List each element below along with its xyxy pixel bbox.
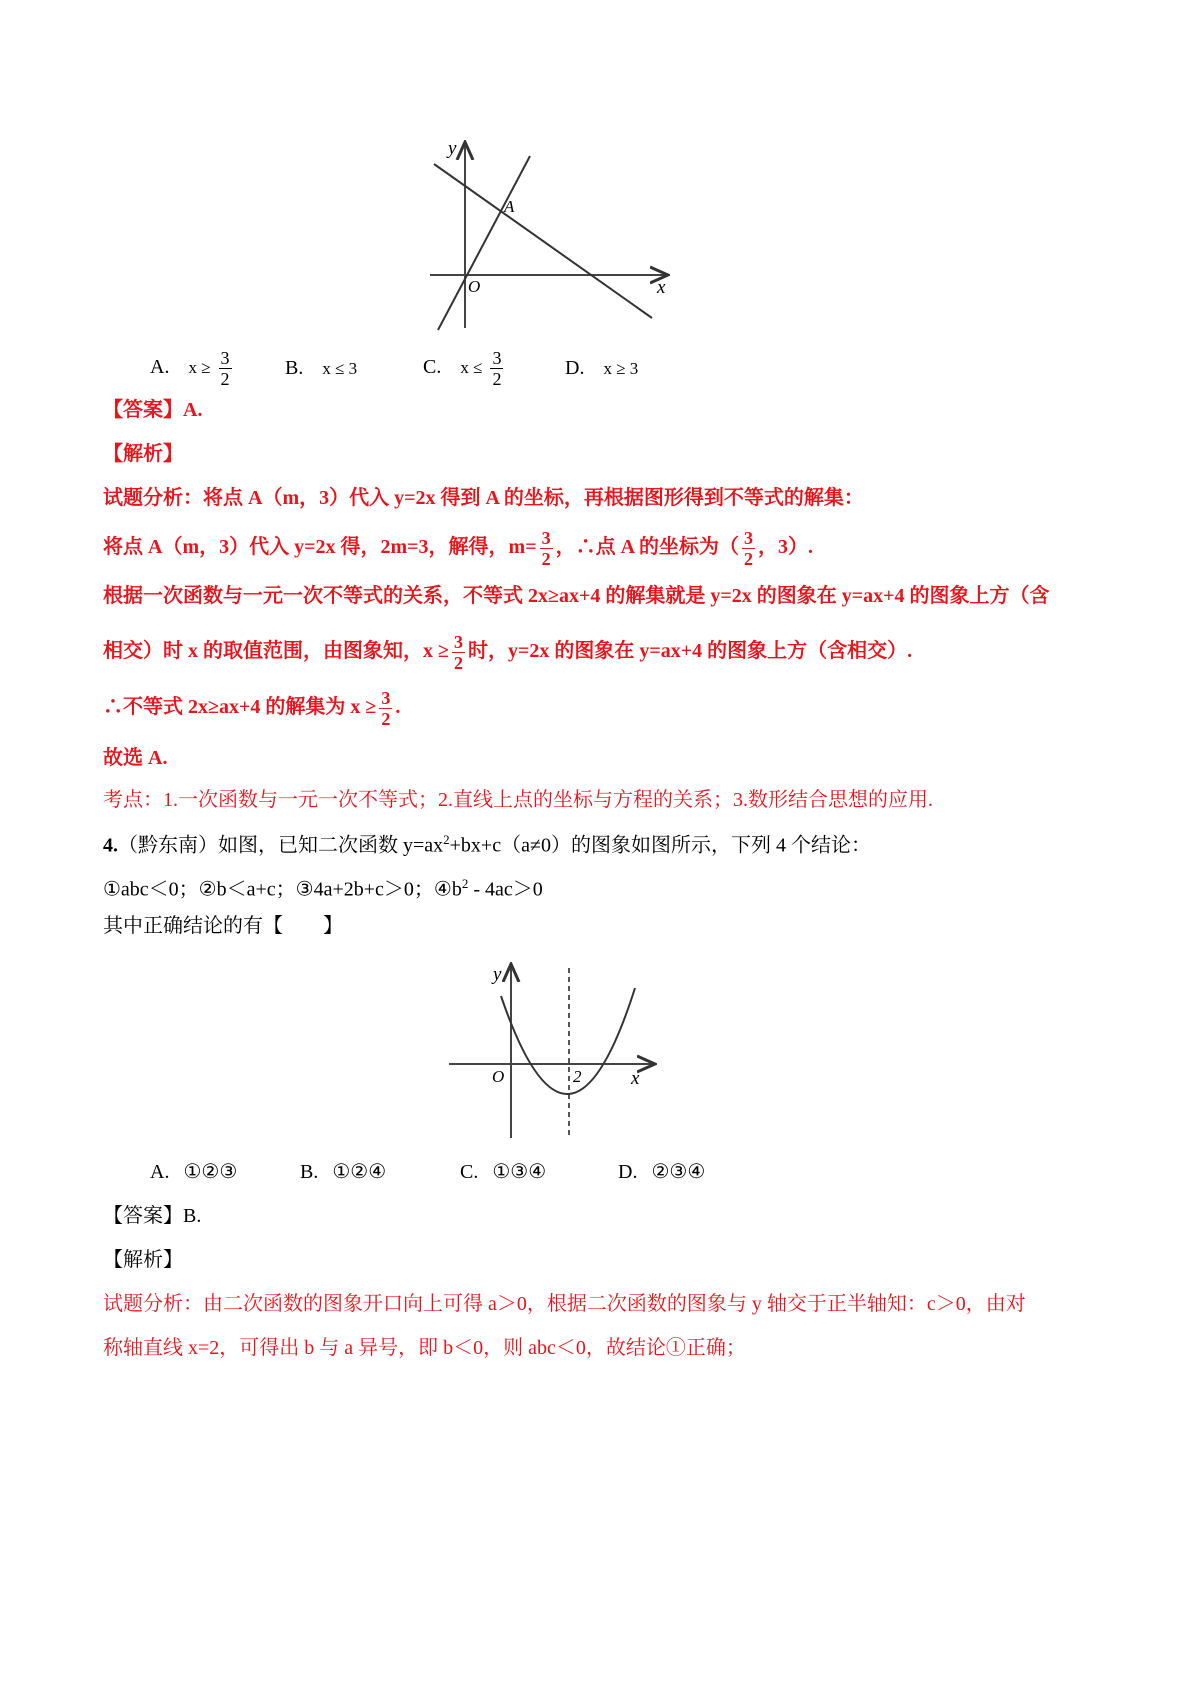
q4-option-c[interactable]: C. ①③④: [460, 1161, 547, 1183]
q3-option-d[interactable]: D. x ≥ 3: [565, 357, 639, 379]
q3-analysis-heading: 【解析】: [103, 443, 183, 465]
q3-line-y2x: [438, 156, 530, 330]
q3-figure: [420, 138, 680, 338]
q3-option-c[interactable]: C. x ≤ $\frac{3}{2}$: [423, 348, 502, 389]
q3-origin-label: O: [468, 277, 481, 296]
q3-analysis-line3: 根据一次函数与一元一次不等式的关系，不等式 2x≥ax+4 的解集就是 y=2x 的图象在 y=ax+4 的图象上方（含: [103, 585, 1050, 607]
q4-number: 4.: [103, 834, 118, 857]
q3-y-label: y: [448, 138, 457, 159]
q3-analysis-line1: 试题分析：将点 A（m，3）代入 y=2x 得到 A 的坐标，再根据图形得到不等式的解集：: [103, 487, 864, 509]
q3-analysis-line5: ∴不等式 2x≥ax+4 的解集为 x ≥ $\frac{3}{2}$ .: [103, 688, 401, 729]
q4-conditions: ①abc＜0；②b＜a+c；③4a+2b+c＞0；$④b^2 - 4ac>0$: [103, 876, 543, 901]
q4-answer: 【答案】B.: [103, 1205, 202, 1227]
fraction: $\frac{3}{2}$: [492, 348, 502, 389]
q4-origin-label: O: [492, 1067, 505, 1086]
q4-two-label: 2: [573, 1067, 582, 1086]
q4-x-label: x: [631, 1068, 640, 1089]
q4-stem: 4.（黔东南）如图，已知二次函数 $y=ax^2+bx+c(a\ne 0)$的图象如图所示，下列 4 个结论：: [103, 832, 871, 857]
q3-option-b[interactable]: B. x ≤ 3: [285, 357, 358, 379]
q3-line-yax4: [434, 164, 652, 318]
q4-analysis-line1: 试题分析：由二次函数的图象开口向上可得 a＞0，根据二次函数的图象与 y 轴交于正半轴知：c＞0，由对: [103, 1293, 1026, 1315]
fraction: $\frac{3}{2}$: [220, 348, 230, 389]
q4-parabola: [501, 988, 635, 1094]
q4-option-a[interactable]: A. ①②③: [150, 1161, 238, 1183]
q3-choose: 故选 A.: [103, 747, 168, 769]
q4-option-b[interactable]: B. ①②④: [300, 1161, 387, 1183]
q3-analysis-line2: 将点 A（m，3）代入 y=2x 得，2m=3，解得，m= $\frac{3}{2}$ ，∴点 A 的坐标为（ $\frac{3}{2}$ ，3）.: [103, 528, 813, 569]
fraction: $\frac{3}{2}$: [541, 528, 551, 569]
q3-option-a[interactable]: A. x ≥ $\frac{3}{2}$: [150, 348, 230, 389]
fraction: $\frac{3}{2}$: [381, 688, 391, 729]
fraction: $\frac{3}{2}$: [743, 528, 753, 569]
q4-y-label: y: [493, 964, 502, 985]
q3-x-label: x: [657, 277, 666, 298]
q4-analysis-line2: 称轴直线 x=2，可得出 b 与 a 异号，即 b＜0，则 abc＜0，故结论①正确；: [103, 1337, 746, 1359]
q4-figure: [445, 960, 660, 1145]
q3-answer: 【答案】A.: [103, 399, 203, 421]
q3-analysis-line4: 相交）时 x 的取值范围，由图象知，x ≥ $\frac{3}{2}$ 时，y=2x 的图象在 y=ax+4 的图象上方（含相交）.: [103, 632, 913, 673]
q3-kaodian: 考点：1.一次函数与一元一次不等式；2.直线上点的坐标与方程的关系；3.数形结合思想的应用.: [103, 789, 933, 811]
q4-ask: 其中正确结论的有【 】: [103, 915, 343, 937]
q4-option-d[interactable]: D. ②③④: [618, 1161, 706, 1183]
fraction: $\frac{3}{2}$: [453, 632, 463, 673]
q3-point-a-label: A: [504, 197, 515, 216]
q4-analysis-heading: 【解析】: [103, 1249, 183, 1271]
